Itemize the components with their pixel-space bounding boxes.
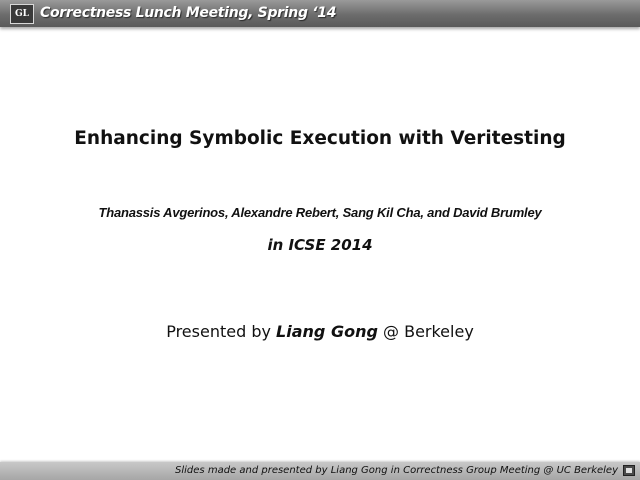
presenter-line (0, 322, 640, 341)
presenter-suffix: @ Berkeley (383, 322, 474, 341)
slide-title: Enhancing Symbolic Execution with Veritesting (74, 128, 566, 149)
header-bar (0, 0, 640, 27)
header-title: Correctness Lunch Meeting, Spring ‘14 (40, 5, 337, 21)
presenter-name: Liang Gong (276, 322, 378, 341)
footer-bar (0, 462, 640, 480)
paper-venue: in ICSE 2014 (267, 236, 373, 254)
slide-nav-icon[interactable] (623, 465, 635, 476)
footer-text: Slides made and presented by Liang Gong in Correctness Group Meeting @ UC Berkeley (175, 465, 618, 476)
gl-logo: GL (10, 4, 34, 24)
paper-authors: Thanassis Avgerinos, Alexandre Rebert, Sang Kil Cha, and David Brumley (98, 205, 542, 220)
presenter-prefix: Presented by (166, 322, 271, 341)
